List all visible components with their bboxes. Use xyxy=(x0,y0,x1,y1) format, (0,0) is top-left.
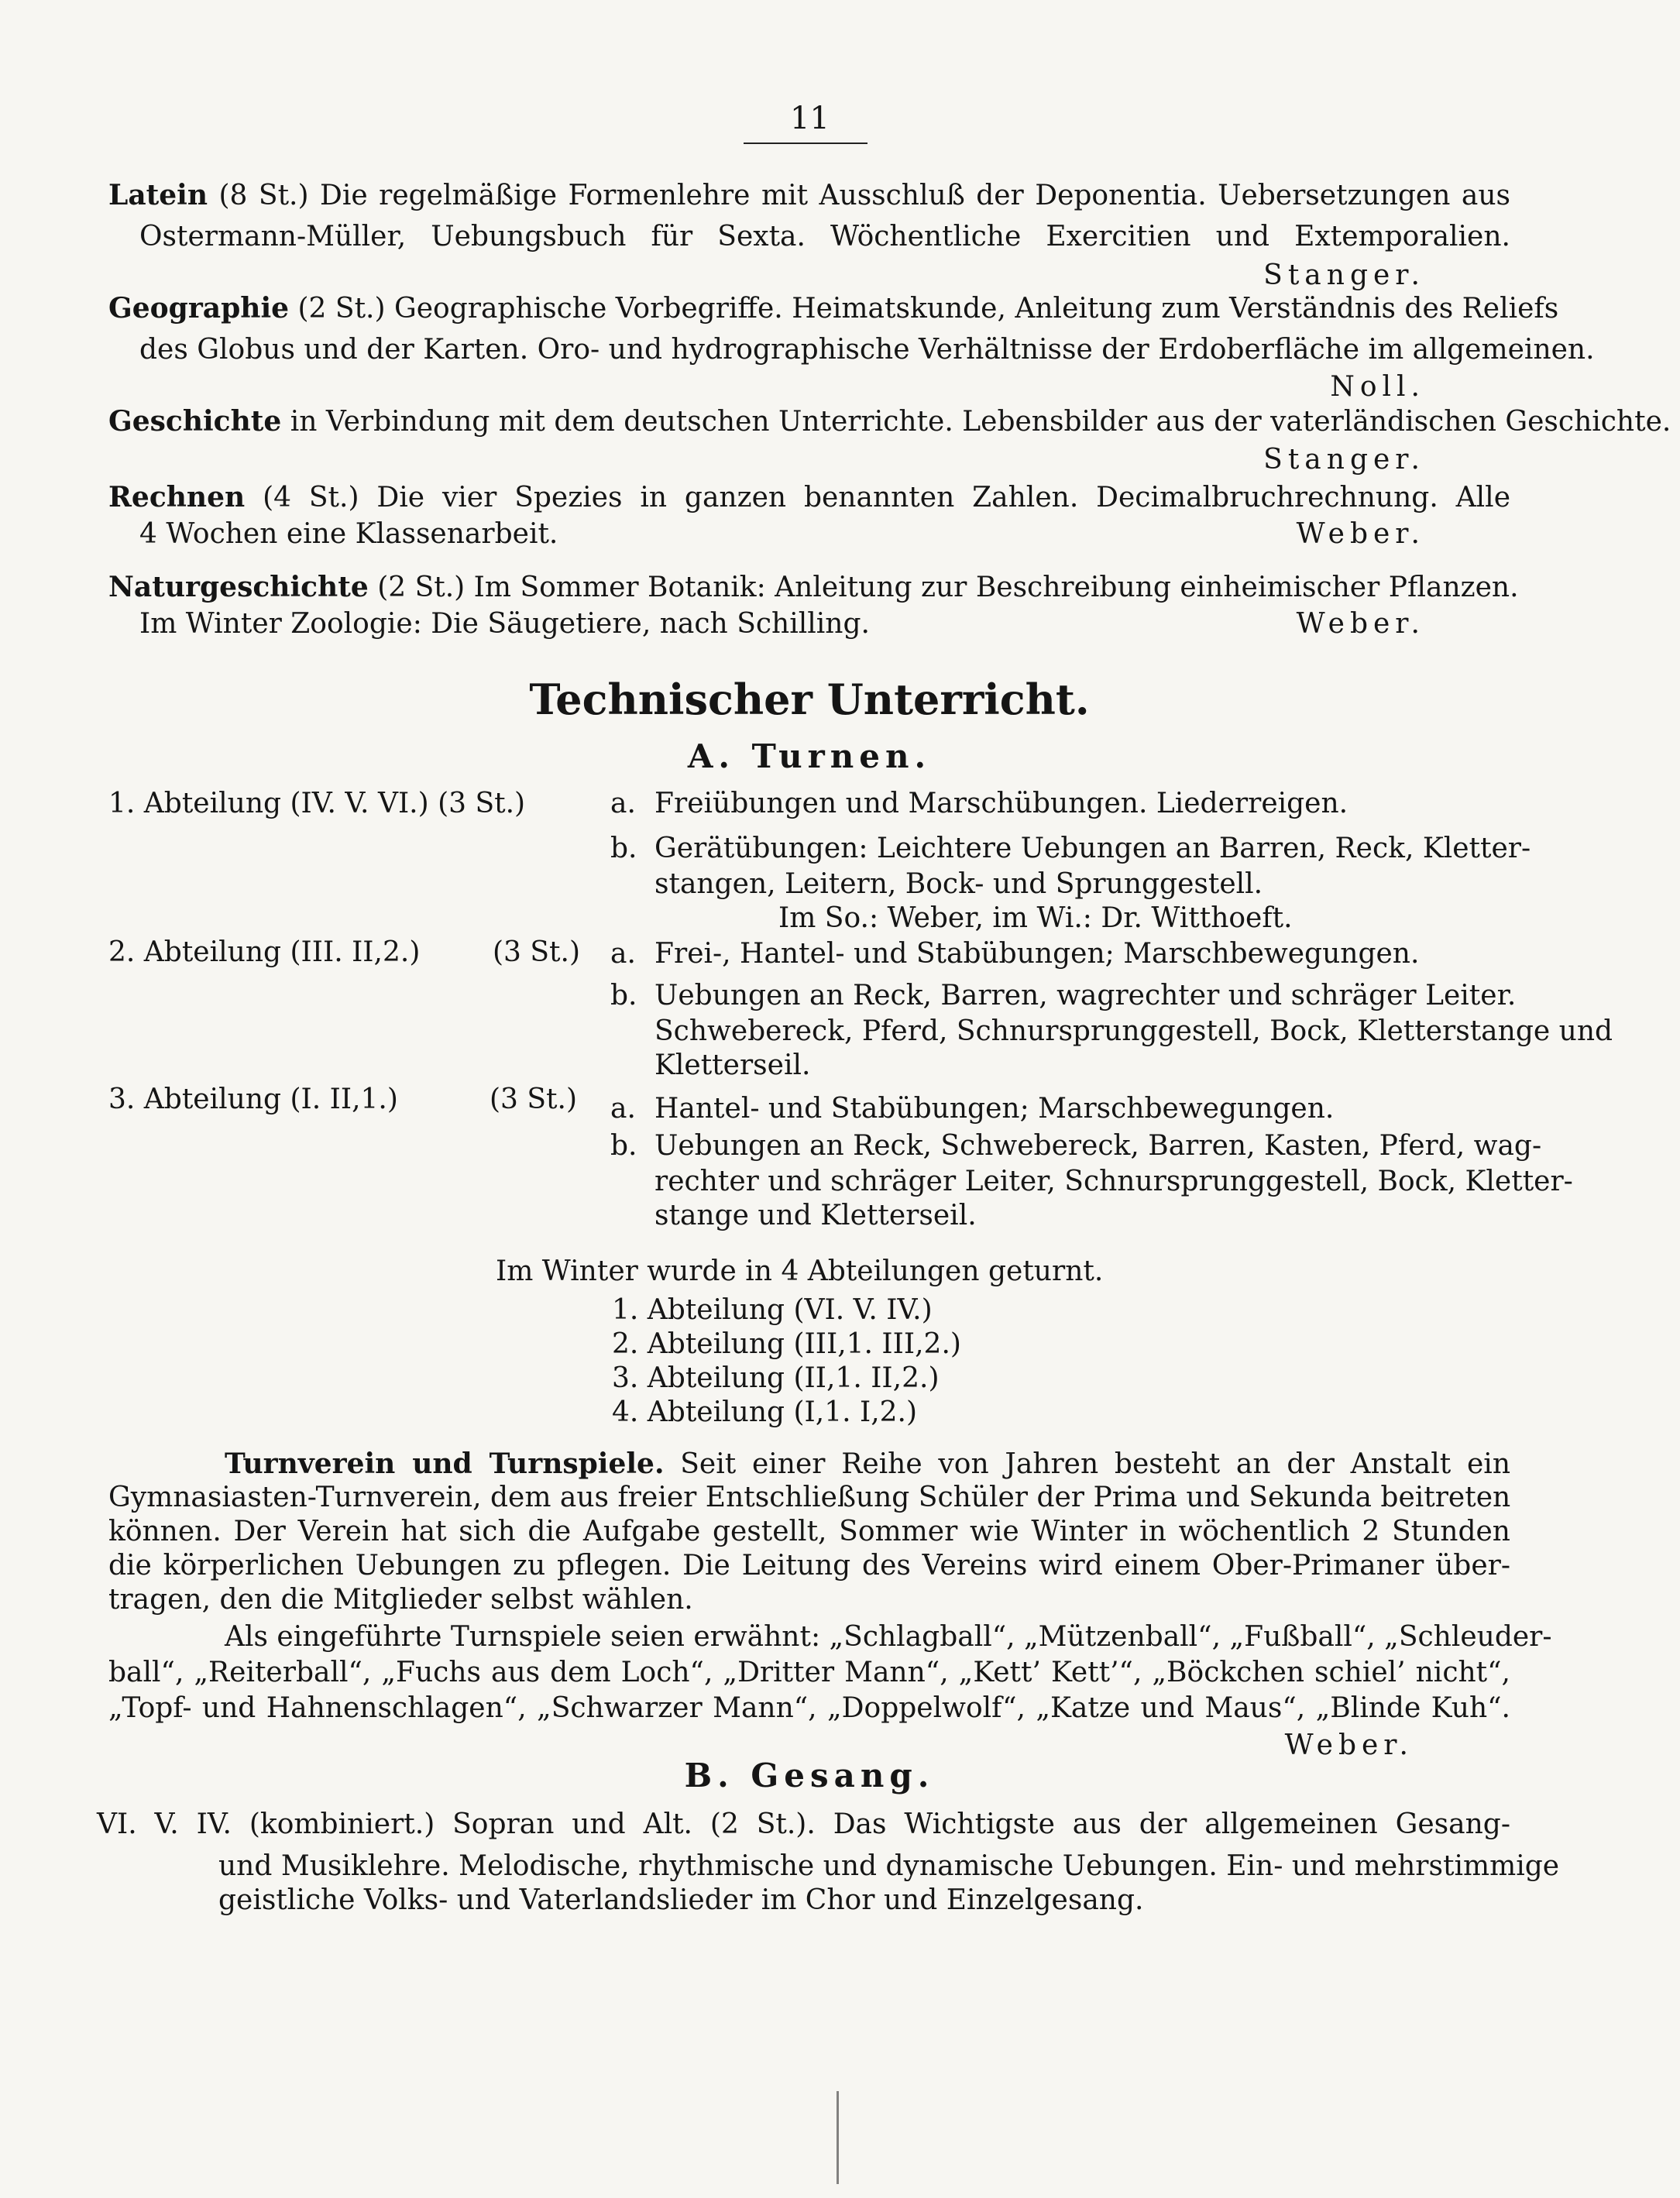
rechnen-line-1: Rechnen (4 St.) Die vier Spezies in ganzen benannten Zahlen. Decimalbruchrechnung. Alle xyxy=(108,481,1510,513)
abt1-b-text-1: Gerätübungen: Leichtere Uebungen an Barren, Reck, Kletter- xyxy=(654,833,1531,864)
abt2-a-text: Frei-, Hantel- und Stabübungen; Marschbewegungen. xyxy=(654,938,1420,970)
geschichte-line-1: Geschichte in Verbindung mit dem deutschen Unterrichte. Lebensbilder aus der vaterländischen Geschichte. xyxy=(108,405,1671,438)
gesang-line-3: geistliche Volks- und Vaterlandslieder im Chor und Einzelgesang. xyxy=(218,1884,1144,1916)
abt2-b-text-2: Schwebereck, Pferd, Schnursprunggestell, Bock, Kletterstange und xyxy=(654,1015,1613,1047)
winter-list-item: 1. Abteilung (VI. V. IV.) xyxy=(612,1294,933,1326)
naturgeschichte-line-1: Naturgeschichte (2 St.) Im Sommer Botanik: Anleitung zur Beschreibung einheimischer Pflanzen. xyxy=(108,571,1519,603)
abt3-label: 3. Abteilung (I. II,1.) xyxy=(108,1084,398,1115)
abt1-b-letter: b. xyxy=(610,833,637,864)
winter-list-item: 4. Abteilung (I,1. I,2.) xyxy=(612,1396,918,1428)
abt3-b-letter: b. xyxy=(610,1130,637,1162)
abt2-b-text-1: Uebungen an Reck, Barren, wagrechter und schräger Leiter. xyxy=(654,980,1517,1011)
abt1-b-text-2: stangen, Leitern, Bock- und Sprunggestell. xyxy=(654,868,1263,900)
geschichte-teacher: Stanger. xyxy=(1263,444,1425,476)
abt1-label: 1. Abteilung (IV. V. VI.) (3 St.) xyxy=(108,788,526,819)
turnverein-line-5: tragen, den die Mitglieder selbst wählen. xyxy=(108,1584,693,1616)
abt3-b-text-1: Uebungen an Reck, Schwebereck, Barren, Kasten, Pferd, wag- xyxy=(654,1130,1542,1162)
rechnen-line-2: 4 Wochen eine Klassenarbeit. xyxy=(139,518,558,550)
abt1-teacher: Im So.: Weber, im Wi.: Dr. Witthoeft. xyxy=(778,902,1293,934)
turnverein-line-4: die körperlichen Uebungen zu pflegen. Die Leitung des Vereins wird einem Ober-Primaner über- xyxy=(108,1550,1510,1582)
abt3-a-letter: a. xyxy=(610,1093,636,1125)
geographie-line-2: des Globus und der Karten. Oro- und hydrographische Verhältnisse der Erdoberfläche im allgemeinen. xyxy=(139,334,1595,366)
winter-list-item: 2. Abteilung (III,1. III,2.) xyxy=(612,1328,961,1360)
abt2-b-letter: b. xyxy=(610,980,637,1011)
geographie-teacher: Noll. xyxy=(1330,371,1425,403)
turnspiele-line-3: „Topf- und Hahnenschlagen“, „Schwarzer Mann“, „Doppelwolf“, „Katze und Maus“, „Blinde Kuh“. xyxy=(108,1692,1510,1724)
rechnen-teacher: Weber. xyxy=(1296,518,1425,550)
binding-mark xyxy=(837,2091,839,2184)
abt3-b-text-2: rechter und schräger Leiter, Schnursprunggestell, Bock, Kletter- xyxy=(654,1166,1573,1197)
gesang-line-2: und Musiklehre. Melodische, rhythmische und dynamische Uebungen. Ein- und mehrstimmige xyxy=(218,1850,1560,1882)
gesang-line-1: VI. V. IV. (kombiniert.) Sopran und Alt. (2 St.). Das Wichtigste aus der allgemeinen Gesang- xyxy=(97,1808,1510,1840)
naturgeschichte-teacher: Weber. xyxy=(1296,608,1425,640)
abt3-b-text-3: stange und Kletterseil. xyxy=(654,1200,977,1231)
abt2-a-letter: a. xyxy=(610,938,636,970)
turnen-heading: A. Turnen. xyxy=(687,737,932,775)
latein-teacher: Stanger. xyxy=(1263,259,1425,291)
subject-rechnen: Rechnen xyxy=(108,481,246,513)
turnverein-heading: Turnverein und Turnspiele. xyxy=(225,1448,665,1480)
turnspiele-line-1: Als eingeführte Turnspiele seien erwähnt: „Schlagball“, „Mützenball“, „Fußball“, „Schleuder- xyxy=(225,1621,1552,1653)
page-number: 11 xyxy=(790,101,830,136)
abt1-a-letter: a. xyxy=(610,788,636,819)
winter-intro: Im Winter wurde in 4 Abteilungen geturnt. xyxy=(496,1255,1104,1287)
subject-geschichte: Geschichte xyxy=(108,405,282,438)
subject-latein: Latein xyxy=(108,179,208,211)
abt1-a-text: Freiübungen und Marschübungen. Liederreigen. xyxy=(654,788,1348,819)
abt2-label: 2. Abteilung (III. II,2.) xyxy=(108,936,421,968)
abt2-hours: (3 St.) xyxy=(493,936,581,968)
subject-geographie: Geographie xyxy=(108,292,290,325)
abt3-hours: (3 St.) xyxy=(490,1084,578,1115)
naturgeschichte-line-2: Im Winter Zoologie: Die Säugetiere, nach Schilling. xyxy=(139,608,870,640)
technical-heading: Technischer Unterricht. xyxy=(529,675,1090,724)
gesang-heading: B. Gesang. xyxy=(684,1757,935,1794)
geographie-line-1: Geographie (2 St.) Geographische Vorbegriffe. Heimatskunde, Anleitung zum Verständnis des Reliefs xyxy=(108,292,1559,325)
turnverein-line-2: Gymnasiasten-Turnverein, dem aus freier Entschließung Schüler der Prima und Sekunda beitreten xyxy=(108,1482,1511,1513)
page-number-rule xyxy=(744,143,867,144)
winter-list-item: 3. Abteilung (II,1. II,2.) xyxy=(612,1362,940,1394)
abt2-b-text-3: Kletterseil. xyxy=(654,1049,811,1081)
turnspiele-line-2: ball“, „Reiterball“, „Fuchs aus dem Loch“, „Dritter Mann“, „Kett’ Kett’“, „Böckchen schiel’ nicht“, xyxy=(108,1657,1510,1688)
latein-line-2: Ostermann-Müller, Uebungsbuch für Sexta. Wöchentliche Exercitien und Extemporalien. xyxy=(139,221,1510,252)
latein-line-1: Latein (8 St.) Die regelmäßige Formenlehre mit Ausschluß der Deponentia. Uebersetzungen aus xyxy=(108,179,1511,211)
turnverein-line-1: Turnverein und Turnspiele. Seit einer Reihe von Jahren besteht an der Anstalt ein xyxy=(225,1448,1510,1480)
turnverein-teacher: Weber. xyxy=(1284,1729,1414,1761)
abt3-a-text: Hantel- und Stabübungen; Marschbewegungen. xyxy=(654,1093,1335,1125)
turnverein-line-3: können. Der Verein hat sich die Aufgabe gestellt, Sommer wie Winter in wöchentlich 2 Stunden xyxy=(108,1516,1510,1547)
subject-naturgeschichte: Naturgeschichte xyxy=(108,571,369,603)
